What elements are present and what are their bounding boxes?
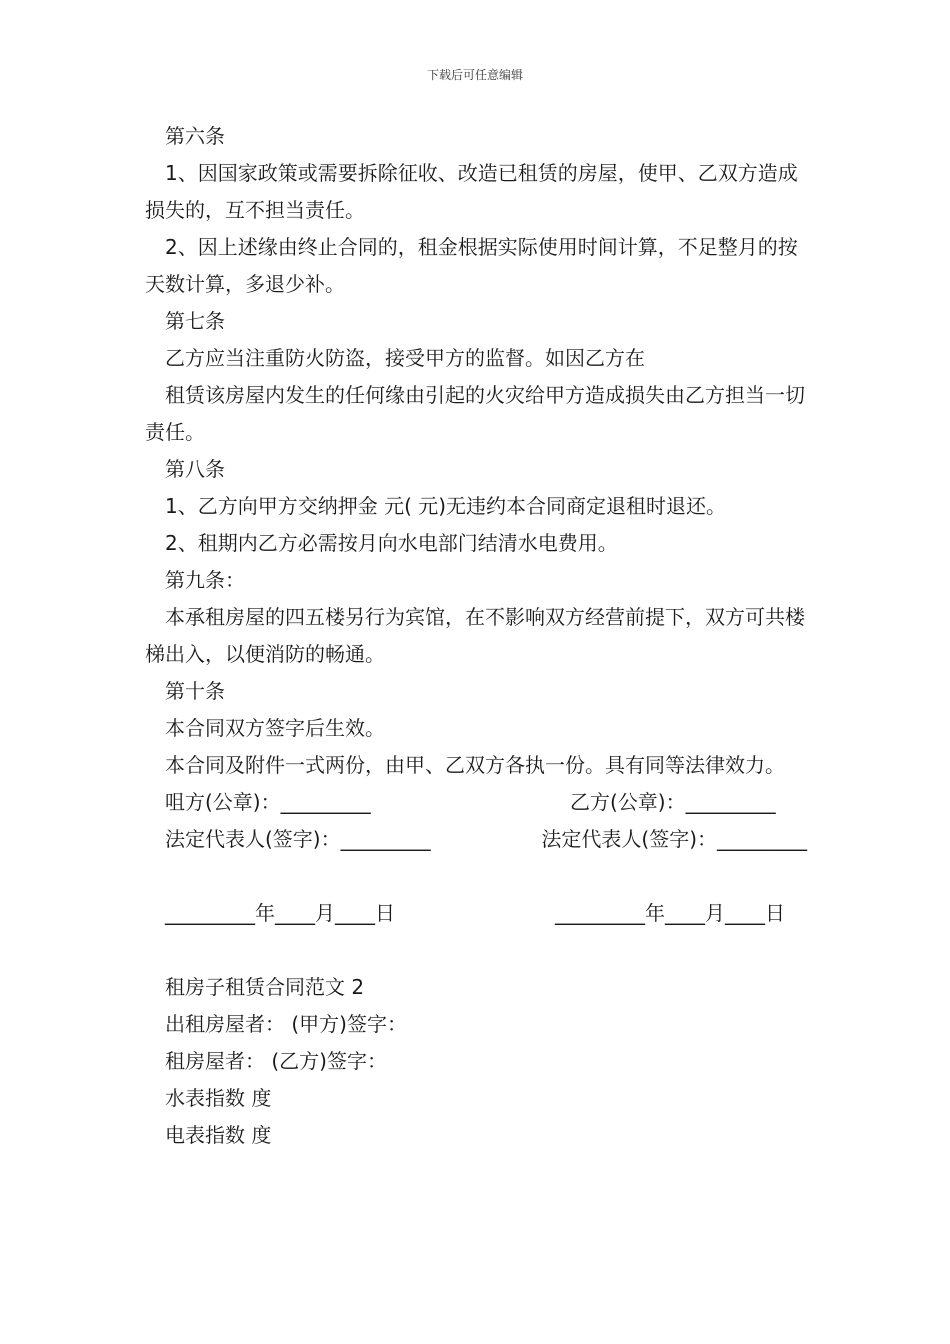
signature-date-row [145,895,807,932]
lessee-signature-line: 租房屋者： (乙方)签字： [165,1049,387,1073]
section-title: 租房子租赁合同范文 2 [165,975,365,999]
party-b-date: _________年____月____日 [555,901,785,925]
water-meter-line: 水表指数 度 [165,1086,272,1110]
signature-spacer [145,858,807,895]
lessor-signature-line: 出租房屋者： (甲方)签字： [165,1012,407,1036]
paragraph: 2、因上述缘由终止合同的，租金根据实际使用时间计算，不足整月的按天数计算，多退少补。 [145,235,798,296]
paragraph: 本合同双方签字后生效。 [165,716,385,740]
party-b-representative: 法定代表人(签字)：_________ [541,827,807,851]
party-b-seal: 乙方(公章)：_________ [570,790,776,814]
party-a-seal: 咀方(公章)：_________ [165,790,371,814]
signature-rep-row [145,821,807,858]
paragraph: 租赁该房屋内发生的任何缘由引起的火灾给甲方造成损失由乙方担当一切责任。 [145,383,805,444]
electric-meter-line: 电表指数 度 [165,1123,272,1147]
paragraph: 2、租期内乙方必需按月向水电部门结清水电费用。 [165,531,618,555]
signature-spacer [145,932,807,969]
paragraph: 1、乙方向甲方交纳押金 元( 元)无违约本合同商定退租时退还。 [165,494,727,518]
paragraph: 本合同及附件一式两份，由甲、乙双方各执一份。具有同等法律效力。 [165,753,785,777]
article-heading: 第九条： [165,568,245,592]
party-a-date: _________年____月____日 [165,901,395,925]
article-heading: 第十条 [165,679,225,703]
paragraph: 乙方应当注重防火防盗，接受甲方的监督。如因乙方在 [165,346,645,370]
article-heading: 第六条 [165,124,225,148]
article-heading: 第八条 [165,457,225,481]
party-a-representative: 法定代表人(签字)：_________ [165,827,431,851]
signature-seal-row [145,784,807,821]
article-heading: 第七条 [165,309,225,333]
paragraph: 本承租房屋的四五楼另行为宾馆，在不影响双方经营前提下，双方可共楼梯出入，以便消防的畅通。 [145,605,805,666]
document-body [145,118,807,1154]
paragraph: 1、因国家政策或需要拆除征收、改造已租赁的房屋，使甲、乙双方造成损失的，互不担当责任。 [145,161,798,222]
page-header-note: 下载后可任意编辑 [426,68,523,82]
